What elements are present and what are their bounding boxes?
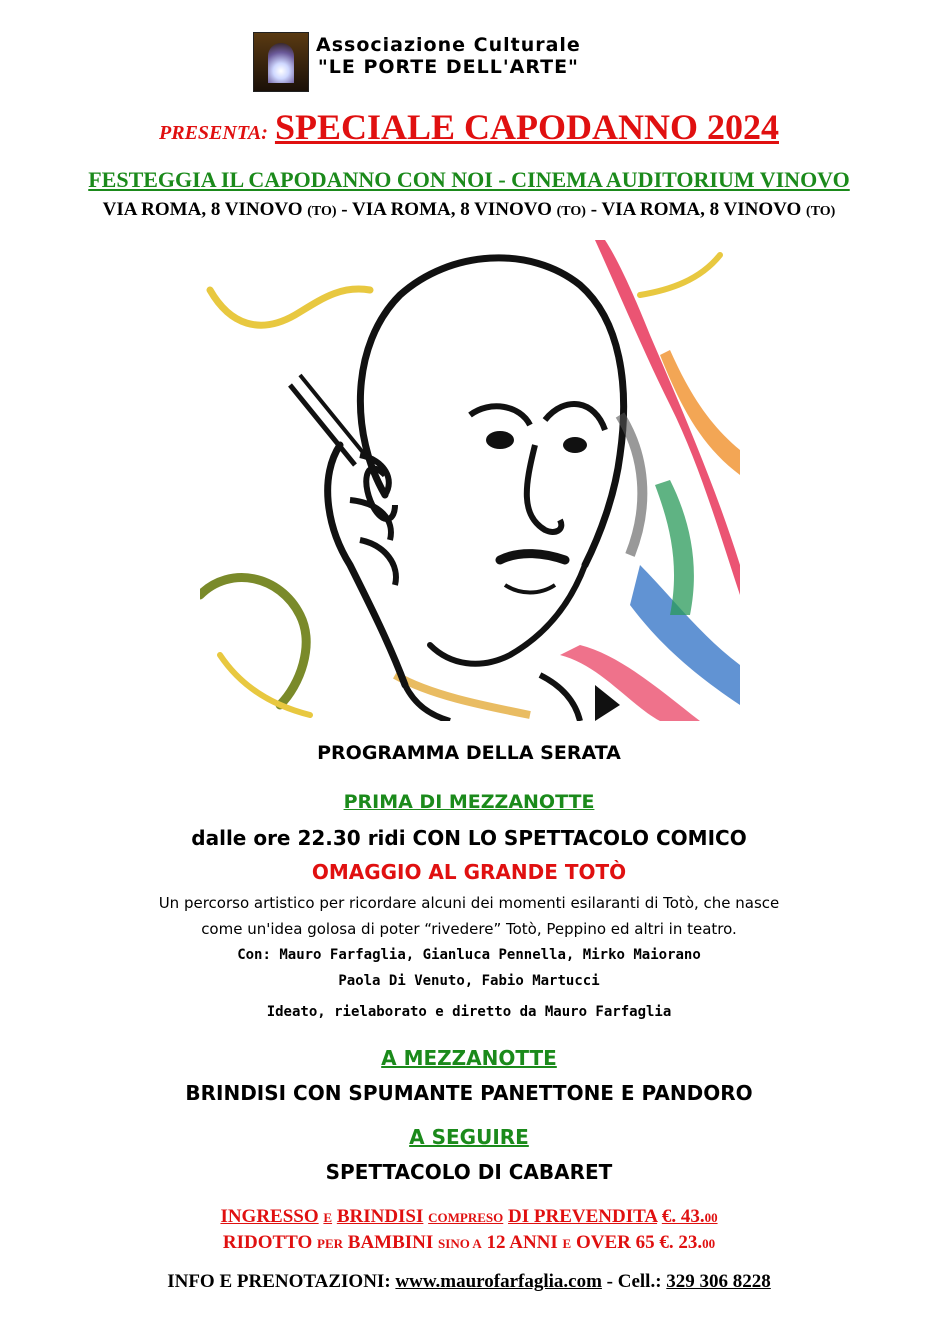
cast-line1: Con: Mauro Farfaglia, Gianluca Pennella, Mirko Maiorano (237, 947, 701, 963)
section2-heading: A MEZZANOTTE (381, 1046, 557, 1070)
address-3: VIA ROMA, 8 VINOVO (601, 199, 802, 220)
presenta-line (0, 106, 938, 148)
section3-line: SPETTACOLO DI CABARET (325, 1160, 613, 1184)
address-1: VIA ROMA, 8 VINOVO (102, 199, 303, 220)
eta-label: 12 ANNI (486, 1232, 558, 1253)
section1-line: dalle ore 22.30 ridi CON LO SPETTACOLO COMICO (191, 826, 747, 850)
price-reduced: €. 23. (659, 1232, 703, 1253)
desc-line2: come un'idea golosa di poter “rivedere” Totò, Peppino ed altri in teatro. (201, 920, 737, 938)
footer-line (0, 1271, 938, 1293)
prov-2: (TO) (556, 204, 586, 219)
desc-line1: Un percorso artistico per ricordare alcuni dei momenti esilaranti di Totò, che nasce (158, 894, 780, 912)
section2-line: BRINDISI CON SPUMANTE PANETTONE E PANDORO (185, 1081, 753, 1105)
e-label: E (323, 1210, 333, 1225)
event-title: SPECIALE CAPODANNO 2024 (274, 107, 779, 147)
address-2: VIA ROMA, 8 VINOVO (352, 199, 552, 220)
program-title: PROGRAMMA DELLA SERATA (317, 742, 621, 764)
cast-line2: Paola Di Venuto, Fabio Martucci (338, 973, 600, 989)
sep-1: - (341, 199, 348, 220)
ridotto-label: RIDOTTO (222, 1232, 313, 1253)
cell-label: - Cell.: (606, 1271, 662, 1292)
section1-heading: PRIMA DI MEZZANOTTE (343, 791, 595, 813)
per-label: PER (317, 1236, 344, 1251)
prov-3: (TO) (806, 204, 836, 219)
phone-number[interactable]: 329 306 8228 (666, 1271, 771, 1292)
website-link[interactable]: www.maurofarfaglia.com (395, 1271, 602, 1292)
e2-label: E (562, 1236, 572, 1251)
association-name (316, 34, 581, 78)
sino-a-label: SINO A (438, 1236, 482, 1251)
ingresso-label: INGRESSO (220, 1206, 319, 1227)
price-reduced-cents: 00 (702, 1236, 716, 1251)
price-full: €. 43. (661, 1206, 705, 1227)
section3-heading: A SEGUIRE (409, 1125, 529, 1149)
brindisi-label: BRINDISI (336, 1206, 424, 1227)
prov-1: (TO) (307, 204, 337, 219)
address-line (0, 199, 938, 221)
bambini-label: BAMBINI (347, 1232, 434, 1253)
sep-2: - (590, 199, 598, 220)
show-title: OMAGGIO AL GRANDE TOTÒ (311, 860, 627, 884)
toto-portrait-illustration (200, 235, 740, 721)
assoc-line1: Associazione Culturale (316, 34, 581, 56)
price-full-line (0, 1206, 938, 1228)
festeggia-line: FESTEGGIA IL CAPODANNO CON NOI - CINEMA AUDITORIUM VINOVO (88, 167, 850, 192)
compreso-label: COMPRESO (428, 1210, 504, 1225)
over-label: OVER 65 (575, 1232, 655, 1253)
association-logo (253, 32, 309, 92)
price-reduced-line (0, 1232, 938, 1254)
assoc-line2: "LE PORTE DELL'ARTE" (317, 56, 579, 78)
info-label: INFO E PRENOTAZIONI: (167, 1271, 391, 1292)
presenta-label: PRESENTA: (159, 122, 268, 144)
prevendita-label: DI PREVENDITA (508, 1206, 658, 1227)
price-full-cents: 00 (704, 1210, 718, 1225)
credits-line: Ideato, rielaborato e diretto da Mauro Farfaglia (266, 1004, 672, 1020)
doorway-image (268, 43, 294, 83)
